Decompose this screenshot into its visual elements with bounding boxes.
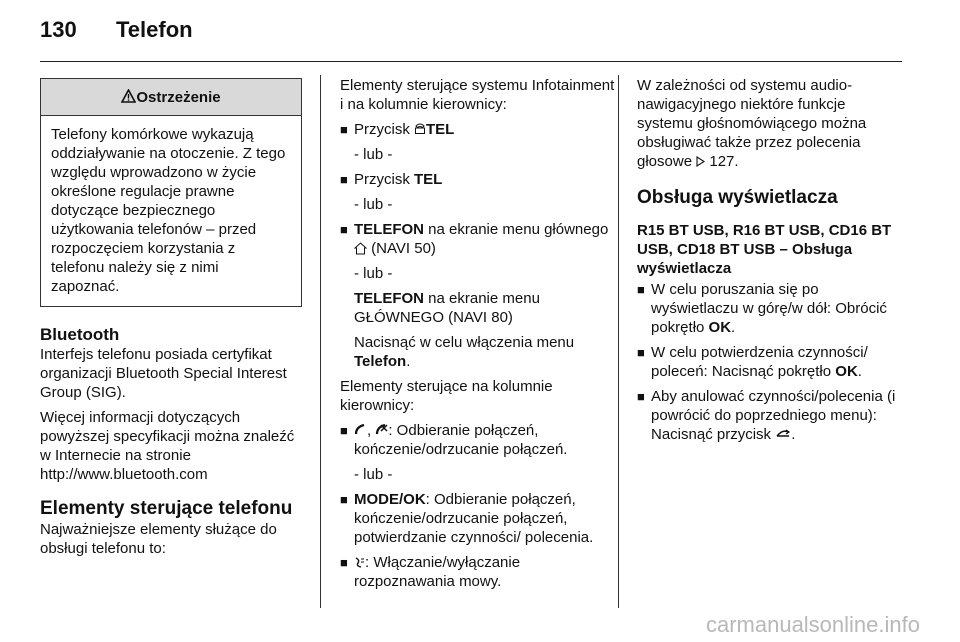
bluetooth-heading: Bluetooth xyxy=(40,325,120,344)
or-separator: - lub - xyxy=(354,265,393,282)
list-item: ■ Przycisk TEL xyxy=(340,170,616,189)
telefon-menu-note: Nacisnąć w celu włączenia menu Telefon. xyxy=(354,334,575,370)
list-item: ■ Przycisk TEL xyxy=(340,120,616,139)
voice-recognition-icon xyxy=(354,553,365,572)
steering-intro: Elementy sterujące na kolumnie kierownicy: xyxy=(340,378,553,414)
controls-heading: Elementy sterujące telefonu xyxy=(40,498,293,519)
or-separator: - lub - xyxy=(354,146,393,163)
bluetooth-paragraph-2: Więcej informacji dotyczących powyższej specyfikacji można znaleźć w Internecie na stronie http://www.bluetooth.com xyxy=(40,409,295,483)
or-separator: - lub - xyxy=(354,466,393,483)
warning-triangle-icon xyxy=(121,89,136,103)
steering-list-2 xyxy=(340,490,616,591)
column-left xyxy=(40,76,302,564)
list-item: ■ MODE/OK: Odbieranie połączeń, kończenie/odrzucanie połączeń, potwierdzanie czynności/ polecenia. xyxy=(340,490,616,547)
back-arrow-icon xyxy=(775,425,791,444)
list-item: ■ : Włączanie/wyłączanie rozpoznawania mowy. xyxy=(340,553,616,591)
call-accept-icon xyxy=(354,421,367,440)
bluetooth-paragraph-1: Interfejs telefonu posiada certyfikat organizacji Bluetooth Special Interest Group (SIG). xyxy=(40,346,287,401)
controls-intro: Najważniejsze elementy służące do obsługi telefonu to: xyxy=(40,521,277,557)
page-header xyxy=(40,17,193,43)
navi-menu-icon xyxy=(354,239,367,258)
list-item: ■ W celu potwierdzenia czynności/ poleceń: Nacisnąć pokrętło OK. xyxy=(637,343,902,381)
column-middle xyxy=(340,76,616,597)
watermark: carmanualsonline.info xyxy=(705,612,920,637)
column-right xyxy=(637,76,902,450)
display-list xyxy=(637,280,902,444)
call-end-icon xyxy=(375,421,388,440)
column-divider-2 xyxy=(618,75,619,608)
infotainment-list xyxy=(340,120,616,139)
voice-commands-paragraph: W zależności od systemu audio-nawigacyjnego niektóre funkcje systemu głośnomówiącego można obsługiwać także przez polecenia głosowe 127. xyxy=(637,77,867,170)
warning-box xyxy=(40,78,302,307)
list-item: ■ TELEFON na ekranie menu głównego (NAVI 50) xyxy=(340,220,616,258)
display-subheading: R15 BT USB, R16 BT USB, CD16 BT USB, CD18 BT USB – Obsługa wyświetlacza xyxy=(637,222,892,277)
list-item: ■ , : Odbieranie połączeń, kończenie/odrzucanie połączeń. xyxy=(340,421,616,459)
telefon-navi80: TELEFON na ekranie menu GŁÓWNEGO (NAVI 80) xyxy=(354,290,540,326)
or-separator: - lub - xyxy=(354,196,393,213)
phone-tel-icon xyxy=(414,120,426,139)
infotainment-list-2 xyxy=(340,170,616,189)
steering-list xyxy=(340,421,616,459)
infotainment-list-3 xyxy=(340,220,616,258)
section-title: Telefon xyxy=(116,17,193,42)
header-rule xyxy=(40,61,902,62)
warning-body: Telefony komórkowe wykazują oddziaływanie na otoczenie. Z tego względu wprowadzono w życie określone regulacje prawne dotyczące bezpiecznego użytkowania telefonów – przed rozpoczęciem korzystania z telefonu należy się z nimi zapoznać. xyxy=(51,126,286,295)
display-heading: Obsługa wyświetlacza xyxy=(637,187,838,208)
column-divider-1 xyxy=(320,75,321,608)
warning-title: Ostrzeżenie xyxy=(41,79,301,116)
page-number: 130 xyxy=(40,17,77,42)
list-item: ■ W celu poruszania się po wyświetlaczu w górę/w dół: Obrócić pokrętło OK. xyxy=(637,280,902,337)
infotainment-intro: Elementy sterujące systemu Infotainment i na kolumnie kierownicy: xyxy=(340,77,615,113)
page-reference-icon xyxy=(696,152,705,171)
list-item: ■ Aby anulować czynności/polecenia (i powrócić do poprzedniego menu): Nacisnąć przycisk . xyxy=(637,387,902,444)
